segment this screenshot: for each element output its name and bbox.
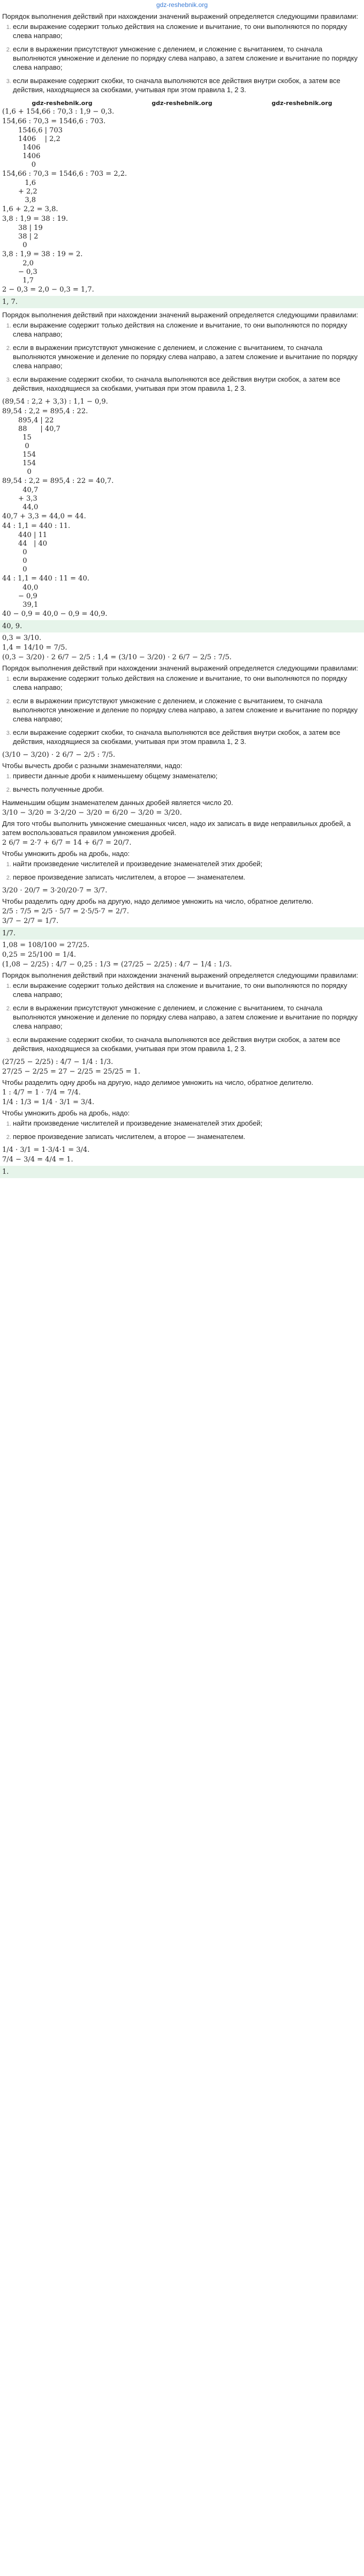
diff-step-1: 1. привести данные дроби к наименьшему общему знаменателю; <box>13 771 362 780</box>
step: 3/7 − 2/7 = 1/7. <box>2 917 59 925</box>
long-division: 1546,6 | 703 1406 | 2,2 1406 1406 0 <box>18 126 63 169</box>
step: 89,54 : 2,2 = 895,4 : 22 = 40,7. <box>2 477 114 485</box>
problem-4 <box>0 940 364 1166</box>
watermark: gdz-reshebnik.org <box>271 99 332 107</box>
mult-step-1: 1. найти произведение числителей и произведение знаменателей этих дробей; <box>13 1119 362 1128</box>
rule-2: 2. если в выражении присутствуют умножение с делением, и сложение с вычитанием, то сначала выполняются умножение и деление по порядку слева направо, а затем сложение и вычитание по порядку слева направо; <box>13 696 362 724</box>
problem-3 <box>0 632 364 927</box>
rules-title: Порядок выполнения действий при нахождении значений выражений определяется следующими правилами: <box>2 971 359 979</box>
rule-3: 3. если выражение содержит скобки, то сначала выполняются все действия внутри скобок, а затем все действия, находящиеся за скобками, учитывая при этом правила 1, 2 3. <box>13 76 362 94</box>
step: 2/5 : 7/5 = 2/5 · 5/7 = 2·5/5·7 = 2/7. <box>2 907 129 915</box>
mult-list <box>2 1119 362 1141</box>
watermark: gdz-reshebnik.org <box>32 99 93 107</box>
step: 7/4 − 3/4 = 4/4 = 1. <box>2 1156 73 1164</box>
step: 1 : 4/7 = 1 · 7/4 = 7/4. <box>2 1089 81 1097</box>
expression: (1,08 − 2/25) : 4/7 − 0,25 : 1/3 = (27/25 − 2/25) : 4/7 − 1/4 : 1/3. <box>2 961 232 969</box>
column-subtraction: 2,0 − 0,3 1,7 <box>18 259 37 285</box>
div-rule: Чтобы разделить одну дробь на другую, надо делимое умножить на число, обратное делителю. <box>2 897 314 905</box>
step: 154,66 : 70,3 = 1546,6 : 703. <box>2 117 106 125</box>
step: 44 : 1,1 = 440 : 11 = 40. <box>2 575 89 583</box>
mult-title: Чтобы умножить дробь на дробь, надо: <box>2 1109 130 1117</box>
div-rule: Чтобы разделить одну дробь на другую, надо делимое умножить на число, обратное делителю. <box>2 1078 314 1086</box>
column-addition: 40,7 + 3,3 44,0 <box>18 486 39 511</box>
mixed-note: Для того чтобы выполнить умножение смешанных чисел, надо их записать в виде неправильных дробей, а затем воспользоваться правилом умножения дробей. <box>2 820 351 837</box>
rules-title: Порядок выполнения действий при нахождении значений выражений определяется следующими правилами: <box>2 664 359 672</box>
rules-title: Порядок выполнения действий при нахождении значений выражений определяется следующими правилами: <box>2 12 359 20</box>
expression: (89,54 : 2,2 + 3,3) : 1,1 − 0,9. <box>2 398 108 406</box>
answer: 1. <box>0 1166 364 1178</box>
rule-1: 1. если выражение содержит только действия на сложение и вычитание, то они выполняются по порядку слева направо; <box>13 321 362 339</box>
rule-2: 2. если в выражении присутствуют умножение с делением, и сложение с вычитанием, то сначала выполняются умножение и деление по порядку слева направо, а затем сложение и вычитание по порядку слева направо; <box>13 343 362 370</box>
step: 3,8 : 1,9 = 38 : 19. <box>2 215 69 223</box>
step: 44 : 1,1 = 440 : 11. <box>2 522 71 530</box>
expression: (1,6 + 154,66 : 70,3 : 1,9 − 0,3. <box>2 108 115 116</box>
rule-3: 3. если выражение содержит скобки, то сначала выполняются все действия внутри скобок, а затем все действия, находящиеся за скобками, учитывая при этом правила 1, 2 3. <box>13 1035 362 1053</box>
step: 154,66 : 70,3 = 1546,6 : 703 = 2,2. <box>2 170 127 178</box>
diff-title: Чтобы вычесть дроби с разными знаменателями, надо: <box>2 762 183 770</box>
column-subtraction: 40,0 − 0,9 39,1 <box>18 584 39 609</box>
answer: 40, 9. <box>0 620 364 632</box>
step: 40 − 0,9 = 40,0 − 0,9 = 40,9. <box>2 610 108 618</box>
step: 1,6 + 2,2 = 3,8. <box>2 205 58 213</box>
watermark: gdz-reshebnik.org <box>151 99 213 107</box>
problem-1 <box>0 10 364 296</box>
rules-list <box>2 22 362 94</box>
step: (3/10 − 3/20) · 2 6/7 − 2/5 : 7/5. <box>2 751 116 759</box>
rule-3: 3. если выражение содержит скобки, то сначала выполняются все действия внутри скобок, а затем все действия, находящиеся за скобками, учитывая при этом правила 1, 2 3. <box>13 375 362 393</box>
mult-step-2: 2. первое произведение записать числителем, а второе — знаменателем. <box>13 873 362 882</box>
long-division: 38 | 19 38 | 2 0 <box>18 224 43 249</box>
rule-1: 1. если выражение содержит только действия на сложение и вычитание, то они выполняются по порядку слева направо; <box>13 674 362 692</box>
mult-step-2: 2. первое произведение записать числителем, а второе — знаменателем. <box>13 1132 362 1141</box>
step: 40,7 + 3,3 = 44,0 = 44. <box>2 512 86 520</box>
rule-3: 3. если выражение содержит скобки, то сначала выполняются все действия внутри скобок, а затем все действия, находящиеся за скобками, учитывая при этом правила 1, 2 3. <box>13 728 362 746</box>
step: 3/10 − 3/20 = 3·2/20 − 3/20 = 6/20 − 3/20 = 3/20. <box>2 809 182 817</box>
rules-list <box>2 321 362 393</box>
rules-title: Порядок выполнения действий при нахождении значений выражений определяется следующими правилами: <box>2 311 359 319</box>
column-addition: 1,6 + 2,2 3,8 <box>18 179 37 204</box>
step: 3,8 : 1,9 = 38 : 19 = 2. <box>2 250 83 258</box>
conversion: 1,08 = 108/100 = 27/25. <box>2 941 89 949</box>
rule-2: 2. если в выражении присутствуют умножение с делением, и сложение с вычитанием, то сначала выполняются умножение и деление по порядку слева направо, а затем сложение и вычитание по порядку слева направо; <box>13 44 362 72</box>
mult-list <box>2 859 362 882</box>
step: 2 6/7 = 2·7 + 6/7 = 14 + 6/7 = 20/7. <box>2 839 132 847</box>
answer: 1, 7. <box>0 296 364 308</box>
conversion: 1,4 = 14/10 = 7/5. <box>2 644 67 652</box>
step: 27/25 − 2/25 = 27 − 2/25 = 25/25 = 1. <box>2 1068 141 1076</box>
step: 3/20 · 20/7 = 3·20/20·7 = 3/7. <box>2 887 108 895</box>
expression: (0,3 − 3/20) · 2 6/7 − 2/5 : 1,4 = (3/10 − 3/20) · 2 6/7 − 2/5 : 7/5. <box>2 653 232 661</box>
rule-1: 1. если выражение содержит только действия на сложение и вычитание, то они выполняются по порядку слева направо; <box>13 22 362 40</box>
problem-2 <box>0 308 364 620</box>
rule-2: 2. если в выражении присутствуют умножение с делением, и сложение с вычитанием, то сначала выполняются умножение и деление по порядку слева направо, а затем сложение и вычитание по порядку слева направо; <box>13 1003 362 1031</box>
long-division: 440 | 11 44 | 40 0 0 0 <box>18 531 47 574</box>
rules-list <box>2 981 362 1053</box>
site-header[interactable]: gdz-reshebnik.org <box>156 1 208 9</box>
diff-list <box>2 771 362 794</box>
rule-1: 1. если выражение содержит только действия на сложение и вычитание, то они выполняются по порядку слева направо; <box>13 981 362 999</box>
step: 89,54 : 2,2 = 895,4 : 22. <box>2 407 88 415</box>
step: 2 − 0,3 = 2,0 − 0,3 = 1,7. <box>2 286 94 294</box>
step: (27/25 − 2/25) : 4/7 − 1/4 : 1/3. <box>2 1058 113 1066</box>
conversion: 0,25 = 25/100 = 1/4. <box>2 951 77 959</box>
answer: 1/7. <box>0 927 364 940</box>
diff-step-2: 2. вычесть полученные дроби. <box>13 785 362 794</box>
step: 1/4 : 1/3 = 1/4 · 3/1 = 3/4. <box>2 1098 95 1106</box>
conversion: 0,3 = 3/10. <box>2 634 42 642</box>
step: 1/4 · 3/1 = 1·3/4·1 = 3/4. <box>2 1146 90 1154</box>
rules-list <box>2 674 362 746</box>
mult-title: Чтобы умножить дробь на дробь, надо: <box>2 850 130 858</box>
long-division: 895,4 | 22 88 | 40,7 15 0 154 154 0 <box>18 416 60 476</box>
mult-step-1: 1. найти произведение числителей и произведение знаменателей этих дробей; <box>13 859 362 868</box>
lcd-note: Наименьшим общим знаменателем данных дробей является число 20. <box>2 799 233 807</box>
